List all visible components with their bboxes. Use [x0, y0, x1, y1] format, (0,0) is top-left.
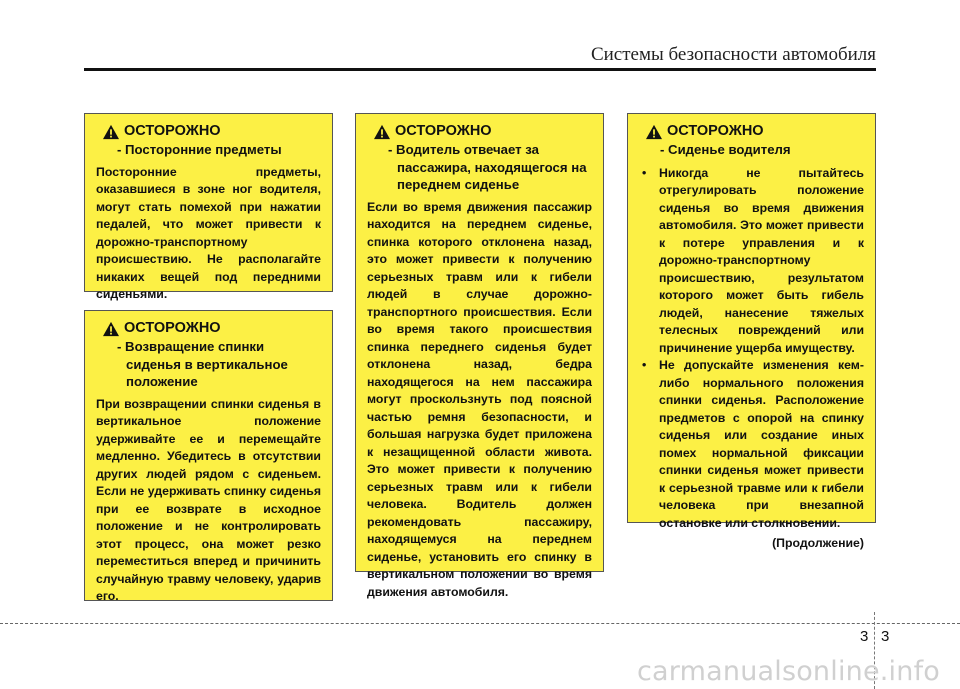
- warning-subheading: - Посторонние предметы: [117, 142, 282, 157]
- warning-bullet: • Никогда не пытайтесь отрегулировать положение сиденья во время движения автомобиля. Это может привести к потере управления и к дорожно-транспортному происшествию, результатом которого может быть гибель людей, нанесение тяжелых телесных повреждений или причинение ущерба имуществу.: [639, 165, 864, 358]
- warning-subheading: - Возвращение спинки сиденья в вертикальное положение: [117, 339, 288, 390]
- page-number-page: 3: [881, 628, 890, 645]
- warning-box-driver-seat: [627, 113, 876, 551]
- warning-heading: [367, 123, 592, 140]
- continued-label: (Продолжение): [772, 536, 864, 551]
- page-number-chapter: 3: [860, 628, 869, 645]
- warning-box-seatback-return: [84, 310, 333, 604]
- warning-heading-text: ОСТОРОЖНО: [395, 123, 492, 139]
- warning-body: Посторонние предметы, оказавшиеся в зоне ног водителя, могут стать помехой при нажатии педалей, что может привести к дорожно-транспортному происшествию. Не располагайте никаких вещей под передними сиденьями.: [96, 164, 321, 302]
- warning-triangle-icon: [102, 321, 120, 337]
- warning-bullet-list: [639, 165, 864, 533]
- warning-heading-text: ОСТОРОЖНО: [124, 320, 221, 336]
- warning-heading-text: ОСТОРОЖНО: [667, 123, 764, 139]
- warning-triangle-icon: [102, 124, 120, 140]
- warning-box-foreign-objects: [84, 113, 333, 302]
- warning-heading: [96, 320, 321, 337]
- watermark: carmanualsonline.info: [637, 656, 940, 687]
- warning-heading: [639, 123, 864, 140]
- warning-triangle-icon: [373, 124, 391, 140]
- section-title: Системы безопасности автомобиля: [590, 44, 876, 65]
- warning-subheading: - Водитель отвечает за пассажира, находящегося на переднем сиденье: [388, 142, 587, 193]
- warning-heading-text: ОСТОРОЖНО: [124, 123, 221, 139]
- warning-box-driver-responsible: [355, 113, 604, 599]
- header-divider: [84, 68, 876, 71]
- warning-heading: [96, 123, 321, 140]
- warning-body: При возвращении спинки сиденья в вертикальное положение удерживайте ее и перемещайте медленно. Убедитесь в отсутствии других людей рядом с сиденьем. Если не удерживать спинку сиденья при ее возврате в исходное положение и не контролировать этот процесс, она может резко переместиться вперед и причинить случайную травму человеку, ударив его.: [96, 396, 321, 604]
- footer-divider: [0, 623, 960, 624]
- warning-triangle-icon: [645, 124, 663, 140]
- warning-bullet: • Не допускайте изменения кем-либо нормального положения спинки сиденья. Расположение предметов с опорой на спинку сиденья или создание иных помех нормальной фиксации спинки сиденья может привести к серьезной травме или к гибели человека при внезапной остановке или столкновении.: [639, 357, 864, 532]
- warning-body: Если во время движения пассажир находится на переднем сиденье, спинка которого отклонена назад, это может привести к получению серьезных травм или к гибели людей в случае дорожно-транспортного происшествия. Если во время такого происшествия спинка переднего сиденья будет отклонена назад, бедра находящегося на нем пассажира могут проскользнуть под поясной частью ремня безопасности, и большая нагрузка будет приложена к незащищенной области живота. Это может привести к получению серьезных травм или к гибели человека. Водитель должен рекомендовать пассажиру, находящемуся на переднем сиденье, установить его спинку в вертикальном положении во время движения автомобиля.: [367, 199, 592, 599]
- warning-subheading: - Сиденье водителя: [660, 142, 791, 157]
